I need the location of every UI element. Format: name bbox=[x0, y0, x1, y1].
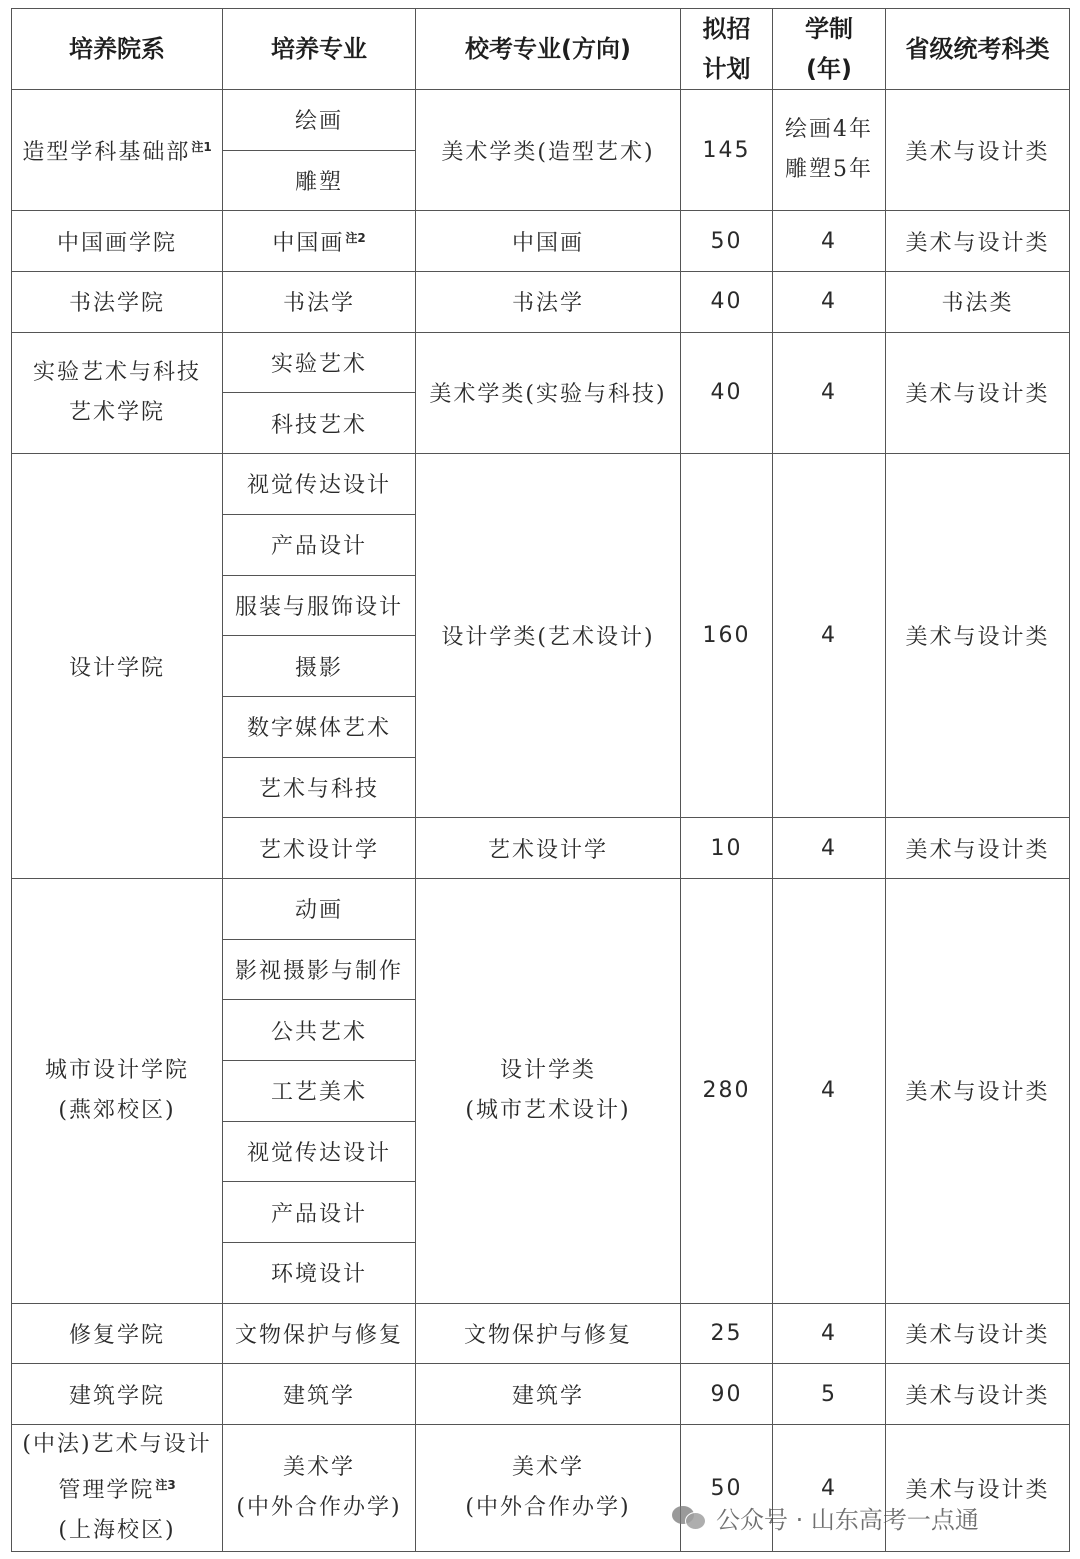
watermark-text: 公众号 · 山东高考一点通 bbox=[716, 1505, 979, 1534]
watermark bbox=[672, 1497, 979, 1537]
province-cell: 书法类 bbox=[886, 272, 1070, 333]
table-row bbox=[12, 272, 1070, 333]
major-cell: 公共艺术 bbox=[223, 1000, 416, 1061]
major-cell: 影视摄影与制作 bbox=[223, 939, 416, 1000]
table-row bbox=[12, 1364, 1070, 1425]
college-cell bbox=[12, 332, 223, 453]
exam-major-cell: 设计学类(艺术设计) bbox=[416, 454, 681, 818]
years-cell: 4 bbox=[773, 211, 886, 272]
college-name: 造型学科基础部 bbox=[22, 139, 191, 165]
exam-major-cell: 艺术设计学 bbox=[416, 818, 681, 879]
enrollment-plan-table bbox=[11, 8, 1070, 1552]
years-cell: 4 bbox=[773, 1303, 886, 1364]
college-line: (上海校区) bbox=[58, 1518, 176, 1544]
table-row bbox=[12, 878, 1070, 939]
exam-major-cell: 文物保护与修复 bbox=[416, 1303, 681, 1364]
plan-cell: 10 bbox=[681, 818, 773, 879]
major-cell: 环境设计 bbox=[223, 1243, 416, 1304]
table-row bbox=[12, 1303, 1070, 1364]
college-line-with-note bbox=[16, 1465, 218, 1511]
exam-major-cell bbox=[416, 1425, 681, 1552]
province-cell: 美术与设计类 bbox=[886, 878, 1070, 1303]
header-exam-major: 校考专业(方向) bbox=[416, 9, 681, 90]
province-cell: 美术与设计类 bbox=[886, 818, 1070, 879]
years-cell: 5 bbox=[773, 1364, 886, 1425]
major-cell: 产品设计 bbox=[223, 1182, 416, 1243]
major-cell: 数字媒体艺术 bbox=[223, 696, 416, 757]
college-cell bbox=[12, 1425, 223, 1552]
years-cell bbox=[773, 90, 886, 211]
table-header-row bbox=[12, 9, 1070, 90]
exam-major-cell: 美术学类(造型艺术) bbox=[416, 90, 681, 211]
exam-major-cell: 中国画 bbox=[416, 211, 681, 272]
table-row bbox=[12, 90, 1070, 151]
header-plan-line2: 计划 bbox=[702, 55, 751, 83]
major-cell: 雕塑 bbox=[223, 150, 416, 211]
exam-major-line: (城市艺术设计) bbox=[465, 1097, 631, 1123]
exam-major-cell: 书法学 bbox=[416, 272, 681, 333]
college-line: (中法)艺术与设计 bbox=[22, 1432, 212, 1458]
footnote-marker: 注2 bbox=[345, 230, 366, 245]
college-line: 城市设计学院 bbox=[44, 1057, 189, 1083]
exam-major-line: 美术学 bbox=[511, 1455, 584, 1481]
years-cell: 4 bbox=[773, 878, 886, 1303]
header-years-line1: 学制 bbox=[805, 15, 853, 43]
province-cell: 美术与设计类 bbox=[886, 454, 1070, 818]
college-cell bbox=[12, 90, 223, 211]
major-cell: 动画 bbox=[223, 878, 416, 939]
major-cell: 绘画 bbox=[223, 90, 416, 151]
years-line: 雕塑5年 bbox=[785, 157, 873, 183]
major-name: 中国画 bbox=[272, 230, 345, 256]
major-cell: 摄影 bbox=[223, 636, 416, 697]
major-cell bbox=[223, 211, 416, 272]
years-cell: 4 bbox=[773, 272, 886, 333]
plan-cell: 280 bbox=[681, 878, 773, 1303]
college-line: 实验艺术与科技 bbox=[32, 359, 201, 385]
college-cell: 书法学院 bbox=[12, 272, 223, 333]
province-cell: 美术与设计类 bbox=[886, 90, 1070, 211]
college-line: 艺术学院 bbox=[68, 399, 165, 425]
college-cell: 设计学院 bbox=[12, 454, 223, 879]
college-cell: 建筑学院 bbox=[12, 1364, 223, 1425]
header-plan-line1: 拟招 bbox=[702, 15, 751, 43]
plan-cell: 50 bbox=[681, 1425, 773, 1552]
plan-cell: 25 bbox=[681, 1303, 773, 1364]
province-cell: 美术与设计类 bbox=[886, 1303, 1070, 1364]
plan-cell: 160 bbox=[681, 454, 773, 818]
major-cell: 工艺美术 bbox=[223, 1061, 416, 1122]
plan-cell: 90 bbox=[681, 1364, 773, 1425]
major-cell: 视觉传达设计 bbox=[223, 454, 416, 515]
table-row bbox=[12, 211, 1070, 272]
province-cell: 美术与设计类 bbox=[886, 1425, 1070, 1552]
exam-major-line: (中外合作办学) bbox=[465, 1495, 631, 1521]
major-cell: 科技艺术 bbox=[223, 393, 416, 454]
college-line: (燕郊校区) bbox=[58, 1097, 176, 1123]
major-cell: 艺术与科技 bbox=[223, 757, 416, 818]
exam-major-cell: 建筑学 bbox=[416, 1364, 681, 1425]
header-province-exam: 省级统考科类 bbox=[886, 9, 1070, 90]
plan-cell: 40 bbox=[681, 272, 773, 333]
header-years-line2: (年) bbox=[806, 55, 852, 83]
college-line: 管理学院 bbox=[58, 1478, 155, 1504]
major-cell: 建筑学 bbox=[223, 1364, 416, 1425]
exam-major-line: 设计学类 bbox=[499, 1057, 596, 1083]
footnote-marker: 注3 bbox=[155, 1478, 176, 1493]
header-major: 培养专业 bbox=[223, 9, 416, 90]
exam-major-cell: 美术学类(实验与科技) bbox=[416, 332, 681, 453]
exam-major-cell bbox=[416, 878, 681, 1303]
major-cell: 产品设计 bbox=[223, 514, 416, 575]
province-cell: 美术与设计类 bbox=[886, 1364, 1070, 1425]
province-cell: 美术与设计类 bbox=[886, 332, 1070, 453]
college-cell bbox=[12, 878, 223, 1303]
major-cell: 书法学 bbox=[223, 272, 416, 333]
wechat-icon bbox=[672, 1504, 706, 1530]
major-cell: 视觉传达设计 bbox=[223, 1121, 416, 1182]
plan-cell: 50 bbox=[681, 211, 773, 272]
footnote-marker: 注1 bbox=[191, 139, 212, 154]
college-cell: 修复学院 bbox=[12, 1303, 223, 1364]
major-cell: 文物保护与修复 bbox=[223, 1303, 416, 1364]
table-row bbox=[12, 332, 1070, 393]
major-cell: 服装与服饰设计 bbox=[223, 575, 416, 636]
major-cell: 实验艺术 bbox=[223, 332, 416, 393]
plan-cell: 145 bbox=[681, 90, 773, 211]
major-line: 美术学 bbox=[282, 1455, 355, 1481]
years-line: 绘画4年 bbox=[785, 117, 873, 143]
college-cell: 中国画学院 bbox=[12, 211, 223, 272]
major-line: (中外合作办学) bbox=[236, 1495, 402, 1521]
province-cell: 美术与设计类 bbox=[886, 211, 1070, 272]
major-cell: 艺术设计学 bbox=[223, 818, 416, 879]
plan-cell: 40 bbox=[681, 332, 773, 453]
years-cell: 4 bbox=[773, 332, 886, 453]
header-plan bbox=[681, 9, 773, 90]
years-cell: 4 bbox=[773, 818, 886, 879]
years-cell: 4 bbox=[773, 1425, 886, 1552]
header-college: 培养院系 bbox=[12, 9, 223, 90]
years-cell: 4 bbox=[773, 454, 886, 818]
table-row bbox=[12, 454, 1070, 515]
header-years bbox=[773, 9, 886, 90]
major-cell bbox=[223, 1425, 416, 1552]
